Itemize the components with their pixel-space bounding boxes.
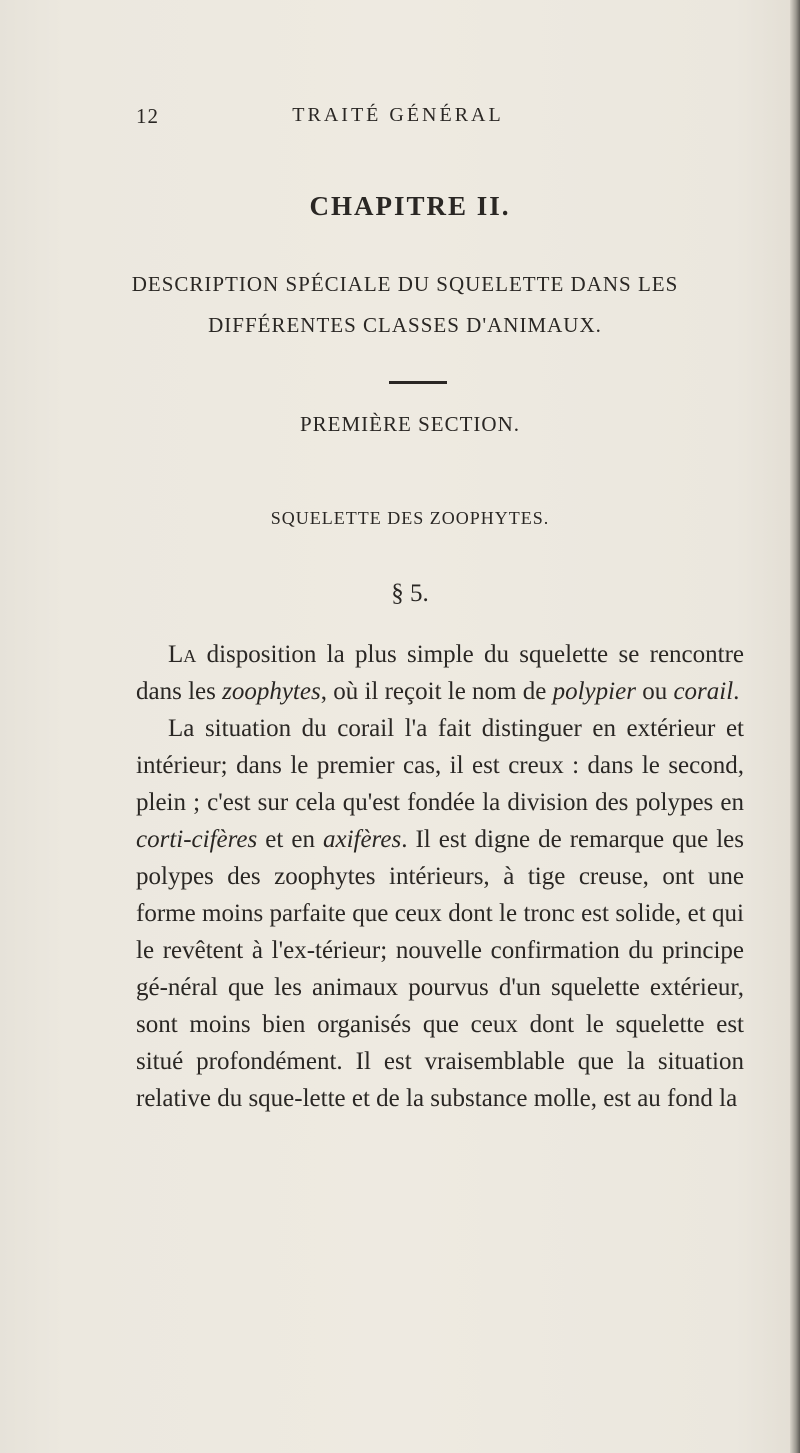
paragraph-1-text-d: .: [733, 678, 740, 705]
paragraph-1-text-c: ou: [635, 678, 674, 705]
paragraph-2-text-b: et en: [257, 826, 323, 853]
paragraph-1: [136, 636, 744, 710]
section-divider-rule: [389, 381, 447, 384]
chapter-subtitle-line-1: DESCRIPTION SPÉCIALE DU SQUELETTE DANS LES: [131, 272, 679, 296]
section-number: § 5.: [391, 580, 429, 607]
body-text: [136, 636, 744, 1117]
paragraph-2-text-c: . Il est digne de remarque que les polypes des zoophytes intérieurs, à tige creuse, ont une forme moins parfaite que ceux dont le tronc est solide, et qui le revêtent à l'ex-térieur; nouvelle confirmation du principe gé-néral que les animaux pourvus d'un squelette extérieur, sont moins bien organisés que ceux dont le squelette est situé profondément. Il est vraisemblable que la situation relative du sque-lette et de la substance molle, est au fond la: [136, 826, 745, 1112]
running-head: TRAITÉ GÉNÉRAL: [292, 104, 504, 126]
page-number: 12: [136, 104, 159, 128]
term-polypier: polypier: [552, 678, 636, 705]
term-zoophytes: zoophytes: [222, 678, 321, 705]
chapter-title: CHAPITRE II.: [309, 191, 511, 221]
paragraph-1-text-b: , où il reçoit le nom de: [320, 678, 553, 705]
term-corticiferes: corti-cifères: [136, 826, 258, 853]
paragraph-1-text-a: disposition la plus simple du squelette se rencontre dans les: [136, 641, 744, 705]
paragraph-2-text-a: La situation du corail l'a fait distinguer en extérieur et intérieur; dans le premier cas, il est creux : dans le second, plein ; c'est sur cela qu'est fondée la division des polypes en: [136, 715, 744, 816]
term-corail: corail: [673, 678, 734, 705]
page-edge-shadow: [790, 0, 800, 1453]
section-subtitle: SQUELETTE DES ZOOPHYTES.: [270, 508, 550, 528]
paragraph-1-opening: La: [168, 641, 197, 668]
section-title: PREMIÈRE SECTION.: [299, 412, 520, 436]
term-axiferes: axifères: [322, 826, 402, 853]
chapter-subtitle-line-2: DIFFÉRENTES CLASSES D'ANIMAUX.: [208, 313, 602, 337]
paragraph-2: [136, 710, 744, 1117]
